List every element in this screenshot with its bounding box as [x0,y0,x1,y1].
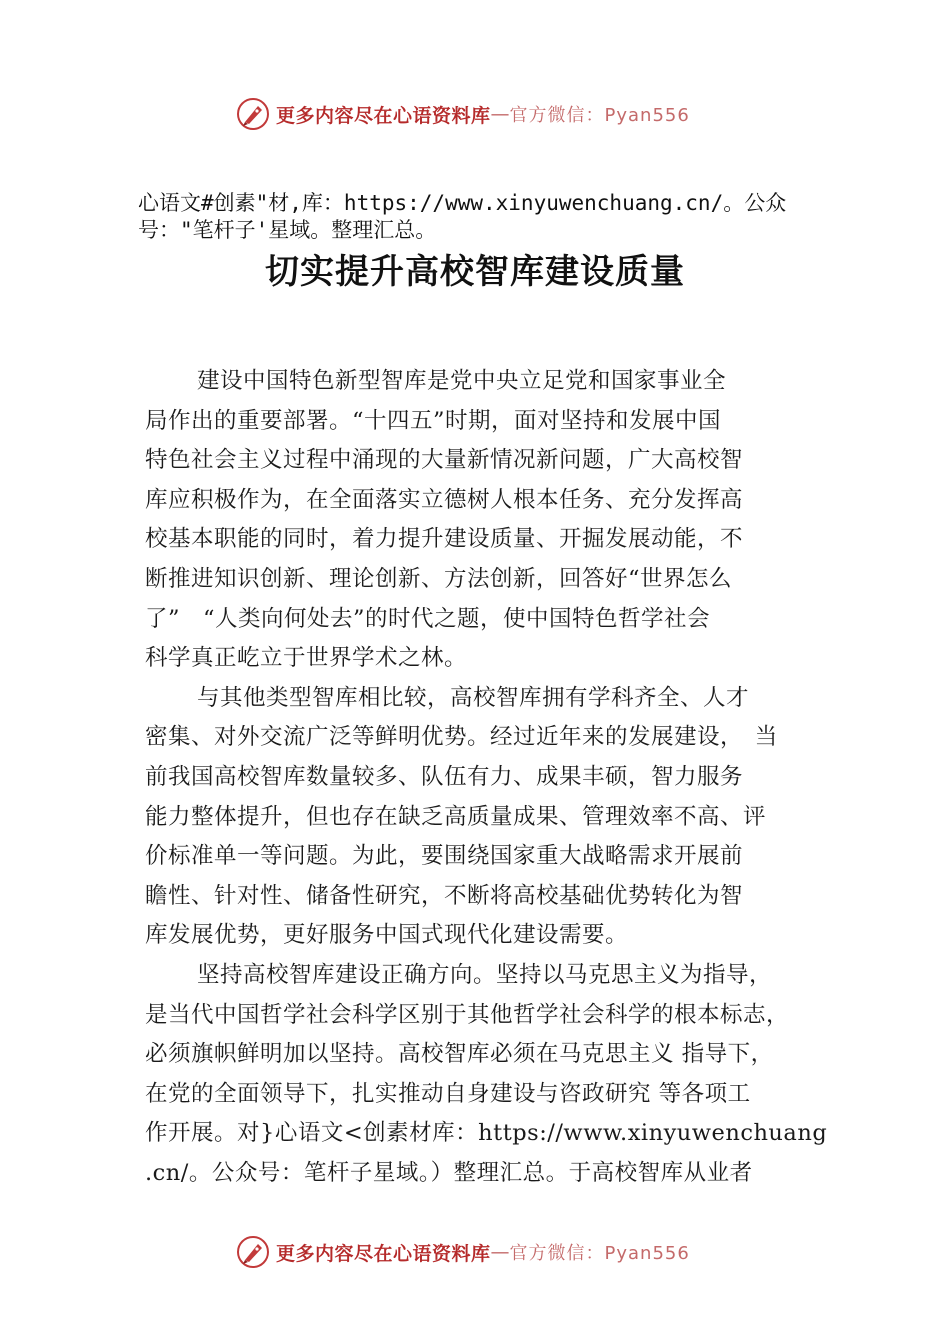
paragraph-1 [145,362,845,679]
text-line: 建设中国特色新型智库是党中央立足党和国家事业全 [197,368,727,394]
text-line: 校基本职能的同时，着力提升建设质量、开掘发展动能，不 [145,526,744,553]
text-line: 库发展优势，更好服务中国式现代化建设需要。 [145,922,629,949]
text-line: 瞻性、针对性、储备性研究，不断将高校基础优势转化为智 [145,882,744,909]
text-line: 库应积极作为，在全面落实立德树人根本任务、充分发挥高 [145,486,744,513]
text-line: 是当代中国哲学社会科学区别于其他哲学社会科学的根本标志， [145,1001,790,1028]
text-line: 了” “人类向何处去”的时代之题，使中国特色哲学社会 [145,605,711,632]
text-line: 局作出的重要部署。“十四五”时期，面对坚持和发展中国 [145,407,722,434]
text-line: 与其他类型智库相比较，高校智库拥有学科齐全、人才 [197,684,750,711]
document-body [145,362,845,1193]
text-line: 价标准单一等问题。为此，要围绕国家重大战略需求开展前 [145,843,744,870]
text-line: 在党的全面领导下，扎实推动自身建设与咨政研究 等各项工 [145,1080,751,1107]
header-banner [236,94,690,134]
text-line: 作开展。对}心语文<创素材库：https://www.xinyuwenchuang [145,1120,828,1147]
watermark-line-1: 心语文#创素"材,库：https://www.xinyuwenchuang.cn/。公众 [138,191,787,215]
text-line: 能力整体提升，但也存在缺乏高质量成果、管理效率不高、评 [145,803,767,830]
banner-separator: — [490,103,510,125]
text-line: 必须旗帜鲜明加以坚持。高校智库必须在马克思主义 指导下， [145,1041,774,1068]
watermark-line-2: 号："笔杆子'星域。整理汇总。 [138,218,437,242]
pen-nib-logo-icon [236,97,270,131]
text-line: 坚持高校智库建设正确方向。坚持以马克思主义为指导， [197,961,773,988]
document-title: 切实提升高校智库建设质量 [265,252,685,292]
text-line: 密集、对外交流广泛等鲜明优势。经过近年来的发展建设， 当 [145,724,778,751]
banner-wechat: 官方微信：Pyan556 [509,1243,690,1264]
paragraph-3 [145,956,845,1194]
banner-separator: — [490,1241,510,1263]
paragraph-2 [145,679,845,956]
text-line: 特色社会主义过程中涌现的大量新情况新问题，广大高校智 [145,447,744,474]
banner-text: 更多内容尽在心语资料库 [276,1242,491,1265]
banner-text: 更多内容尽在心语资料库 [276,104,491,127]
banner-wechat: 官方微信：Pyan556 [509,105,690,126]
text-line: 断推进知识创新、理论创新、方法创新，回答好“世界怎么 [145,565,733,592]
footer-banner [236,1232,690,1272]
text-line: 前我国高校智库数量较多、队伍有力、成果丰硕，智力服务 [145,763,744,790]
text-line: 科学真正屹立于世界学术之林。 [145,645,468,672]
pen-nib-logo-icon [236,1235,270,1269]
text-line: .cn/。公众号：笔杆子星域。）整理汇总。于高校智库从业者 [145,1159,753,1186]
